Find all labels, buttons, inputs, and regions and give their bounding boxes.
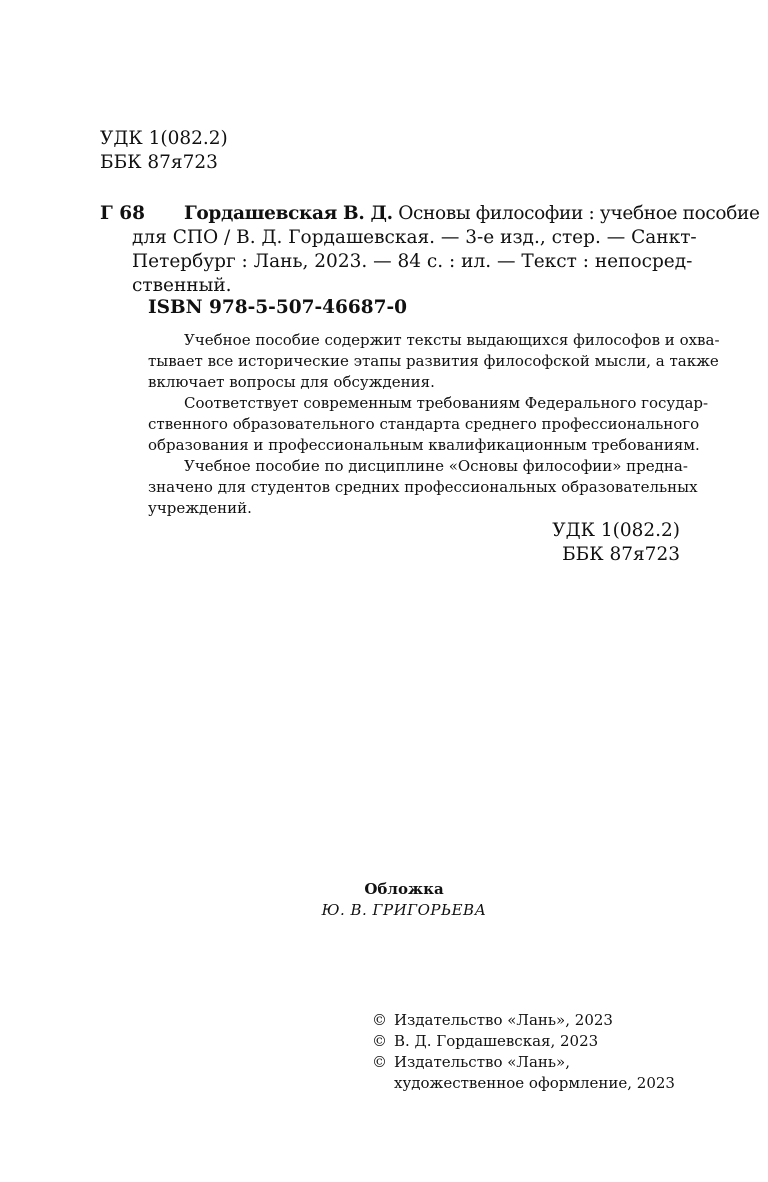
copyright-text: Издательство «Лань», [394, 1053, 571, 1071]
annotation-p2-first [148, 393, 709, 414]
copyright-row [372, 1031, 692, 1052]
bib-line-1 [184, 202, 760, 226]
author-name: Гордашевская В. Д. [184, 203, 393, 224]
isbn: ISBN 978-5-507-46687-0 [148, 297, 408, 318]
annotation [148, 330, 720, 519]
copyright-symbol: © [372, 1053, 387, 1071]
annotation-p3-first [148, 456, 688, 477]
cover-designer: Ю. В. ГРИГОРЬЕВА [321, 901, 487, 919]
bibliographic-entry [184, 202, 760, 226]
copyright-block [372, 1010, 692, 1094]
annotation-line: включает вопросы для обсуждения. [148, 373, 435, 391]
copyright-indent [372, 1073, 394, 1094]
annotation-line: Учебное пособие содержит тексты выдающихся философов и охва- [184, 331, 720, 349]
annotation-line: тывает все исторические этапы развития философской мысли, а также [148, 352, 719, 370]
cover-credit [254, 879, 554, 921]
annotation-line: ственного образовательного стандарта среднего профессионального [148, 415, 700, 433]
udk-code: УДК 1(082.2) [100, 128, 228, 149]
copyright-text: Издательство «Лань», 2023 [394, 1011, 613, 1029]
classification-block-right [380, 519, 680, 567]
copyright-symbol: © [372, 1032, 387, 1050]
bibliographic-entry-cont [132, 226, 697, 298]
copyright-row [372, 1073, 692, 1094]
copyright-text: В. Д. Гордашевская, 2023 [394, 1032, 599, 1050]
annotation-line: Соответствует современным требованиям Федерального государ- [184, 394, 709, 412]
annotation-line: учреждений. [148, 499, 252, 517]
annotation-line: образования и профессиональным квалификационным требованиям. [148, 436, 700, 454]
bib-line-3: Петербург : Лань, 2023. — 84 с. : ил. — Текст : непосред- [132, 251, 693, 272]
cover-label: Обложка [364, 880, 444, 898]
copyright-text: художественное оформление, 2023 [394, 1074, 675, 1092]
copyright-row [372, 1010, 692, 1031]
copyright-symbol: © [372, 1011, 387, 1029]
annotation-line: значено для студентов средних профессиональных образовательных [148, 478, 698, 496]
udk-code-right: УДК 1(082.2) [552, 520, 680, 541]
book-title: Основы философии : учебное пособие [398, 203, 760, 224]
bbk-code-right: ББК 87я723 [562, 544, 680, 565]
annotation-line: Учебное пособие по дисциплине «Основы философии» предна- [184, 457, 688, 475]
bib-line-2: для СПО / В. Д. Гордашевская. — 3-е изд., стер. — Санкт- [132, 227, 697, 248]
classification-block [100, 127, 400, 175]
bib-line-4: ственный. [132, 275, 232, 296]
copyright-row [372, 1052, 692, 1073]
catalog-code: Г 68 [100, 203, 145, 224]
bbk-code: ББК 87я723 [100, 152, 218, 173]
annotation-p1-first [148, 330, 720, 351]
